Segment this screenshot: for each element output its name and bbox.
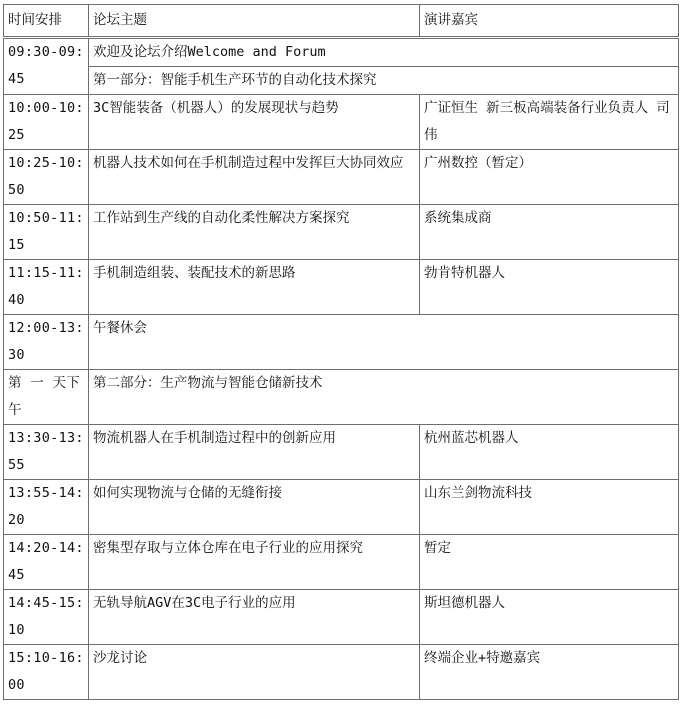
row-time: 11:15-11:40 xyxy=(4,260,89,315)
header-row xyxy=(4,5,679,38)
row-topic: 工作站到生产线的自动化柔性解决方案探究 xyxy=(89,205,420,260)
row-time: 09:30-09:45 xyxy=(4,38,89,95)
row-topic: 欢迎及论坛介绍Welcome and Forum xyxy=(89,38,679,67)
agenda-table xyxy=(3,4,679,700)
row-topic: 无轨导航AGV在3C电子行业的应用 xyxy=(89,590,420,645)
row-topic: 密集型存取与立体仓库在电子行业的应用探究 xyxy=(89,535,420,590)
agenda-row xyxy=(4,535,679,590)
row-time: 10:00-10:25 xyxy=(4,95,89,150)
section-row xyxy=(4,370,679,425)
row-speaker: 终端企业+特邀嘉宾 xyxy=(420,645,679,700)
agenda-row xyxy=(4,480,679,535)
row-speaker: 系统集成商 xyxy=(420,205,679,260)
row-speaker: 广证恒生 新三板高端装备行业负责人 司伟 xyxy=(420,95,679,150)
row-topic: 手机制造组装、装配技术的新思路 xyxy=(89,260,420,315)
agenda-row xyxy=(4,205,679,260)
agenda-row xyxy=(4,150,679,205)
row-time: 14:20-14:45 xyxy=(4,535,89,590)
agenda-row xyxy=(4,425,679,480)
row-time: 12:00-13:30 xyxy=(4,315,89,370)
section-title: 第一部分：智能手机生产环节的自动化技术探究 xyxy=(89,67,679,95)
row-speaker: 暂定 xyxy=(420,535,679,590)
row-time: 13:30-13:55 xyxy=(4,425,89,480)
row-speaker: 山东兰剑物流科技 xyxy=(420,480,679,535)
section-row xyxy=(4,67,679,95)
agenda-row xyxy=(4,590,679,645)
row-speaker: 勃肯特机器人 xyxy=(420,260,679,315)
row-time: 第 一 天下午 xyxy=(4,370,89,425)
row-speaker: 广州数控（暂定） xyxy=(420,150,679,205)
row-topic: 午餐休会 xyxy=(89,315,679,370)
row-time: 10:25-10:50 xyxy=(4,150,89,205)
row-time: 10:50-11:15 xyxy=(4,205,89,260)
header-time: 时间安排 xyxy=(4,5,89,38)
header-speaker: 演讲嘉宾 xyxy=(420,5,679,38)
row-speaker: 斯坦德机器人 xyxy=(420,590,679,645)
header-topic: 论坛主题 xyxy=(89,5,420,38)
agenda-row-break xyxy=(4,315,679,370)
agenda-row xyxy=(4,260,679,315)
section-title: 第二部分：生产物流与智能仓储新技术 xyxy=(89,370,679,425)
agenda-row-opening xyxy=(4,38,679,67)
row-topic: 如何实现物流与仓储的无缝衔接 xyxy=(89,480,420,535)
row-topic: 机器人技术如何在手机制造过程中发挥巨大协同效应 xyxy=(89,150,420,205)
row-topic: 沙龙讨论 xyxy=(89,645,420,700)
row-topic: 3C智能装备（机器人）的发展现状与趋势 xyxy=(89,95,420,150)
row-topic: 物流机器人在手机制造过程中的创新应用 xyxy=(89,425,420,480)
row-speaker: 杭州蓝芯机器人 xyxy=(420,425,679,480)
row-time: 14:45-15:10 xyxy=(4,590,89,645)
row-time: 13:55-14:20 xyxy=(4,480,89,535)
row-time: 15:10-16: 00 xyxy=(4,645,89,700)
agenda-row xyxy=(4,645,679,700)
agenda-row xyxy=(4,95,679,150)
